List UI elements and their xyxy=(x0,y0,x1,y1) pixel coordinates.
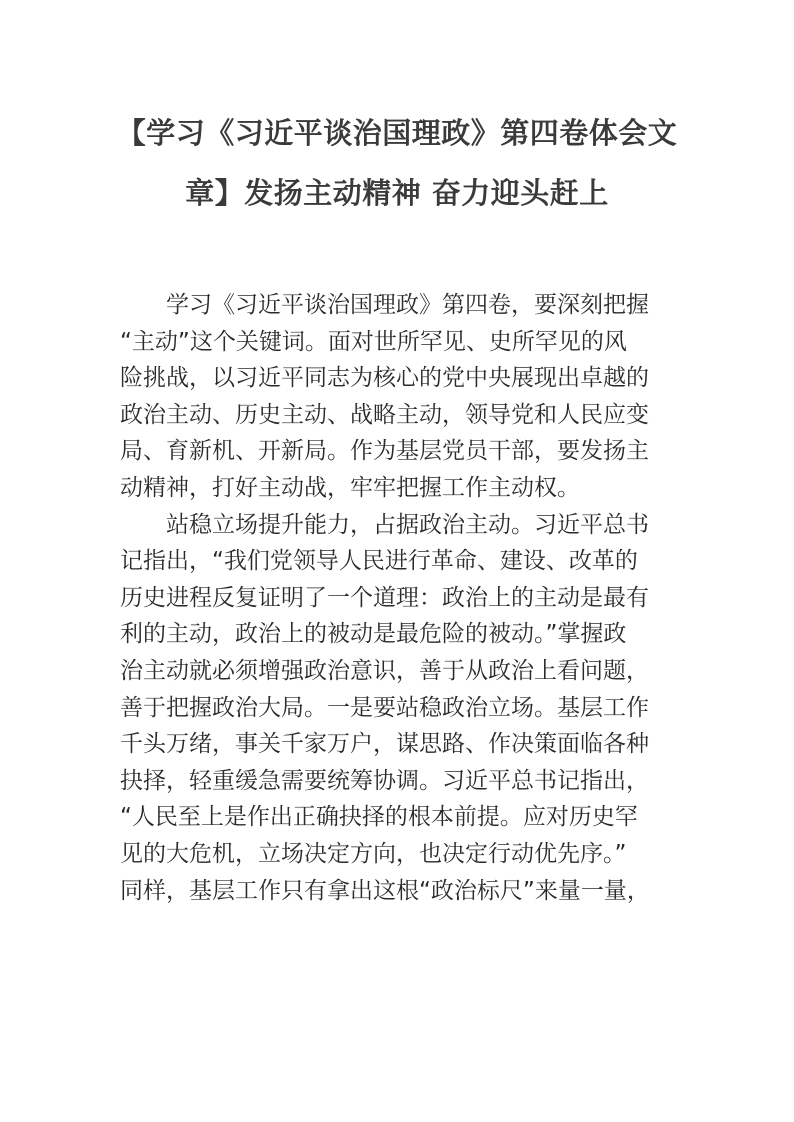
paragraph-2: 站稳立场提升能力，占据政治主动。习近平总书 记指出，“我们党领导人民进行革命、建设、改革的 历史进程反复证明了一个道理：政治上的主动是最有 利的主动，政治上的被动是最危险的被动。”掌握政 治主动就必须增强政治意识，善于从政治上看问题， 善于把握政治大局。一是要站稳政治立场。基层工作 千头万绪，事关千家万户，谋思路、作决策面临各种 抉择，轻重缓急需要统筹协调。习近平总书记指出， “人民至上是作出正确抉择的根本前提。应对历史罕 见的大危机，立场决定方向，也决定行动优先序。” 同样，基层工作只有拿出这根“政治标尺”来量一量， xyxy=(120,511,650,904)
paragraph-1: 学习《习近平谈治国理政》第四卷，要深刻把握 “主动”这个关键词。面对世所罕见、史所罕见的风 险挑战，以习近平同志为核心的党中央展现出卓越的 政治主动、历史主动、战略主动，领导党和人民应变 局、育新机、开新局。作为基层党员干部，要发扬主 动精神，打好主动战，牢牢把握工作主动权。 xyxy=(120,292,649,501)
document-title xyxy=(100,103,694,223)
title-line-1: 【学习《习近平谈治国理政》第四卷体会文 xyxy=(116,116,678,150)
title-line-2: 章】发扬主动精神 奋力迎头赶上 xyxy=(185,176,609,210)
document-body xyxy=(120,287,686,909)
